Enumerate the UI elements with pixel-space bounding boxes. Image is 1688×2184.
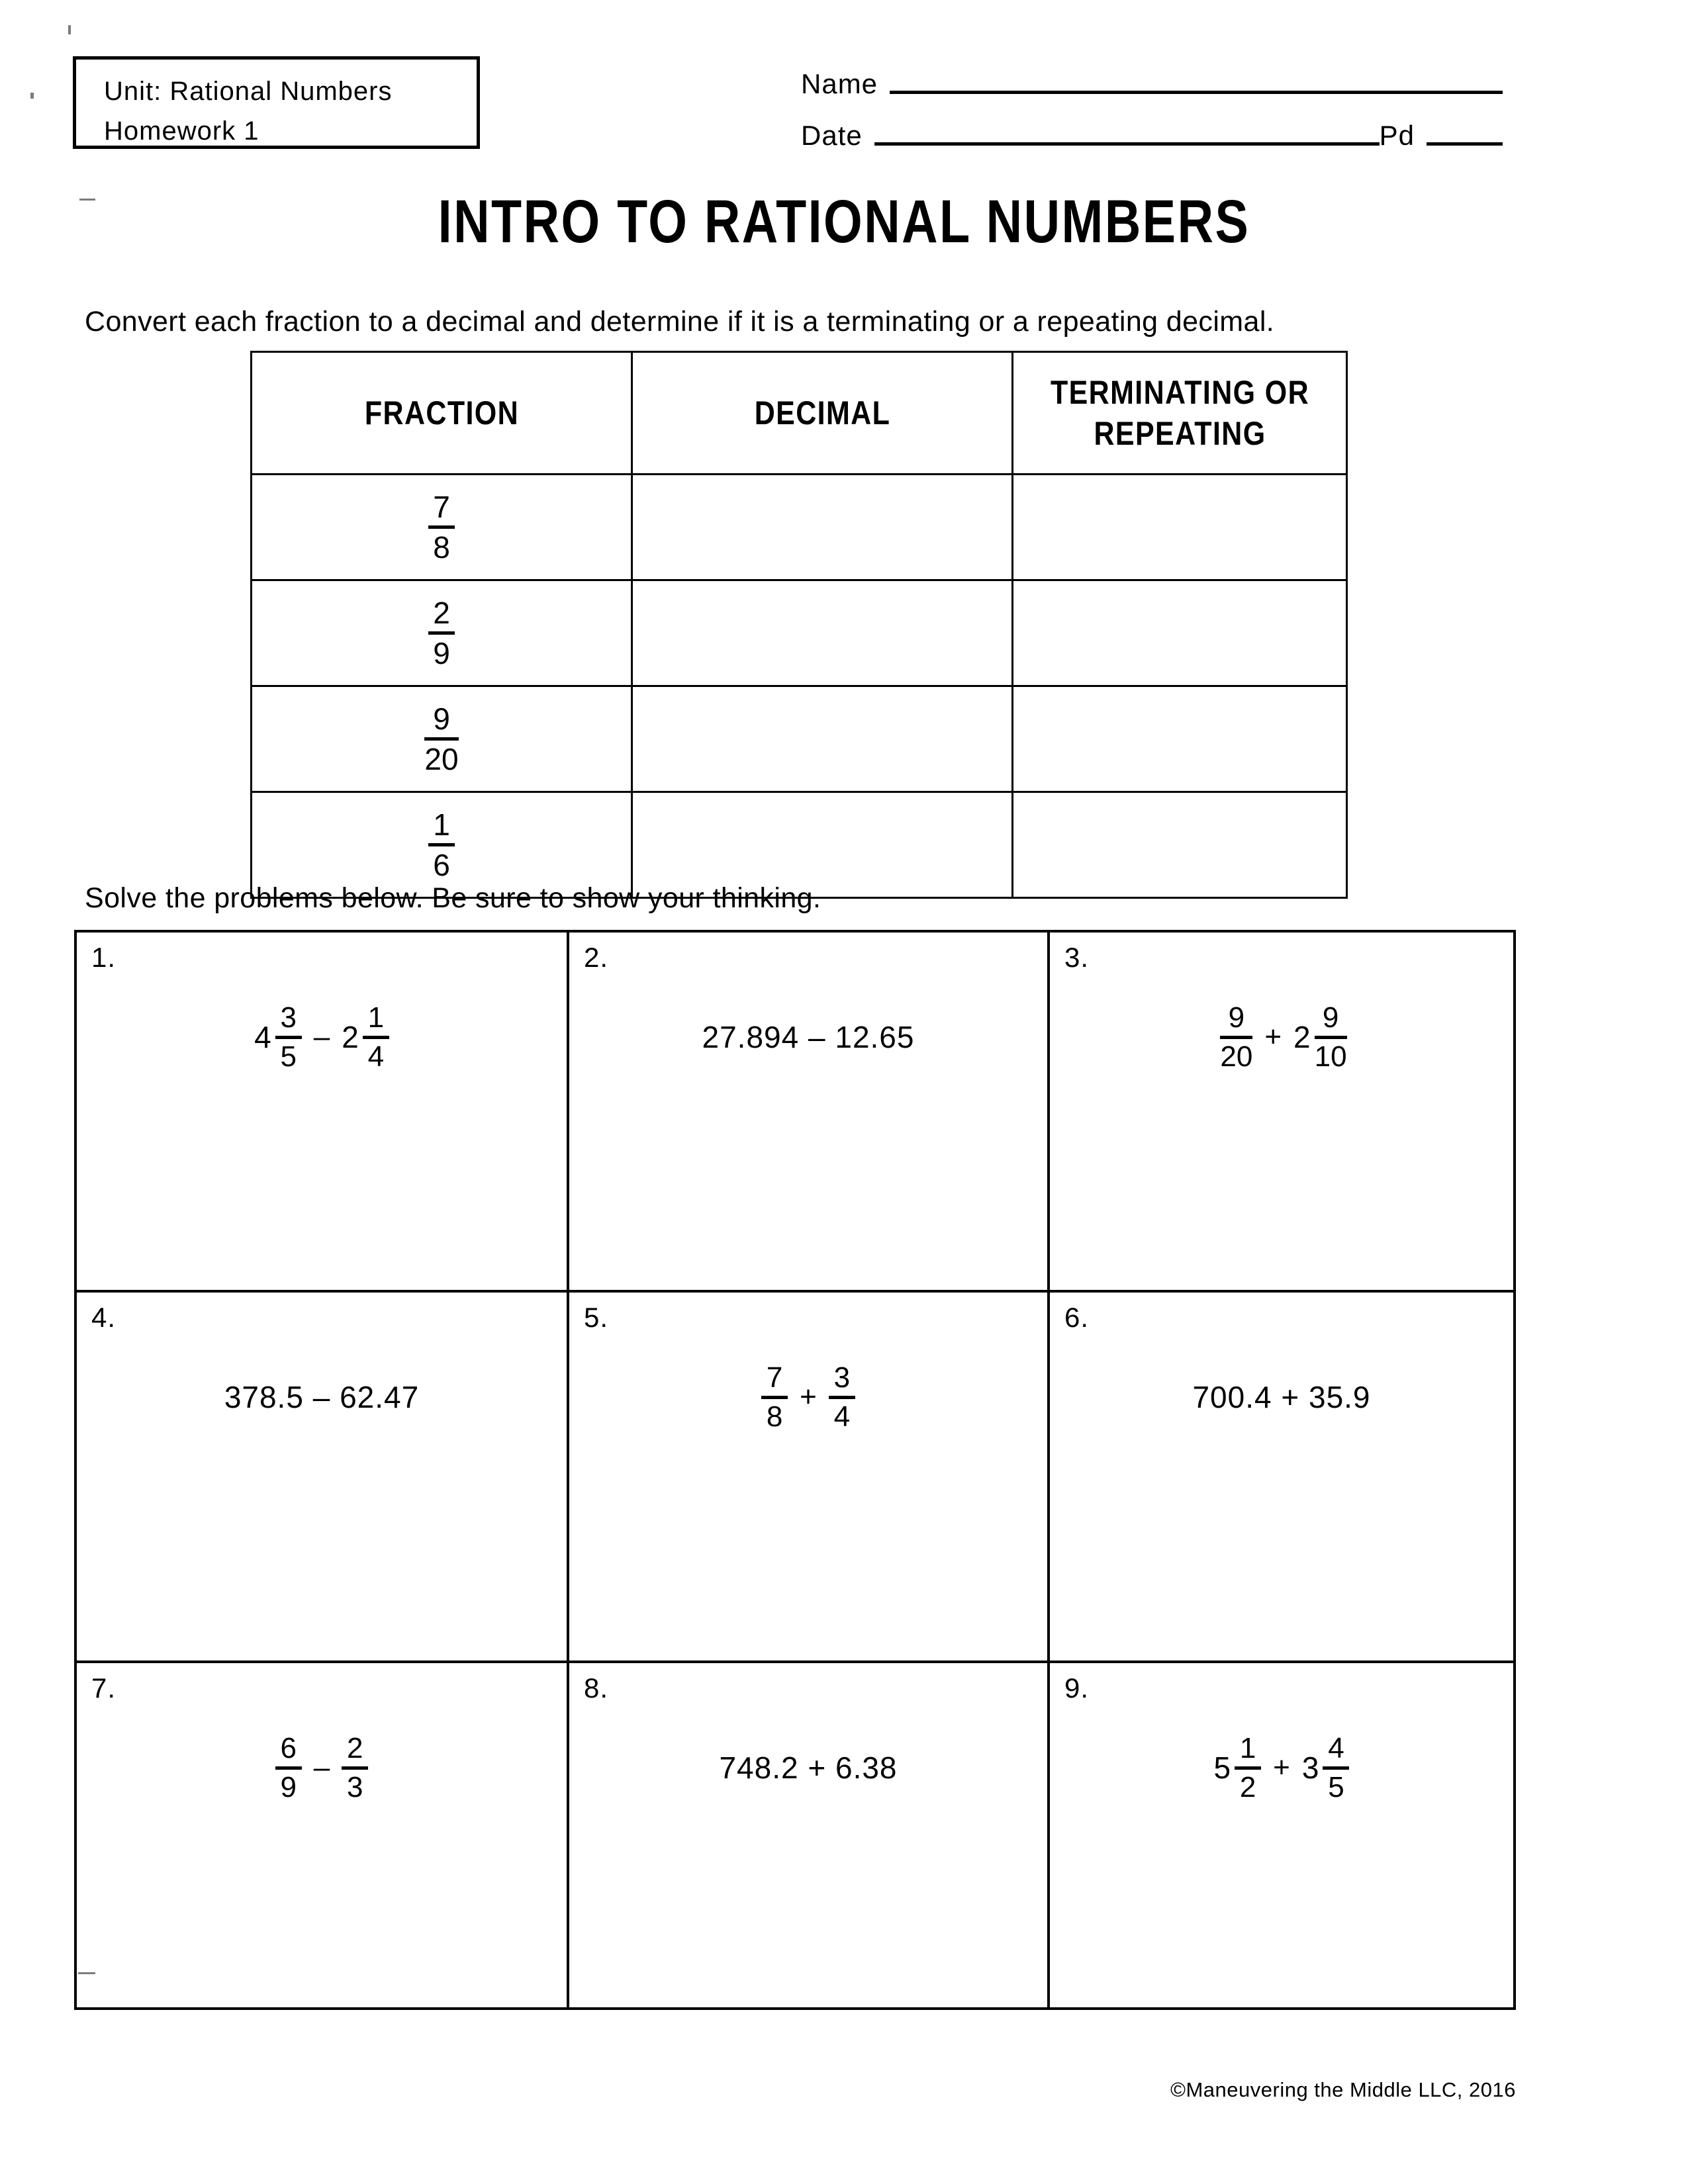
fraction-cell bbox=[252, 580, 632, 686]
unit-name: Unit: Rational Numbers bbox=[104, 77, 393, 106]
problem-number: 5. bbox=[584, 1302, 609, 1333]
name-input-line[interactable] bbox=[890, 91, 1503, 94]
name-row bbox=[801, 46, 1503, 98]
scan-artifact bbox=[30, 93, 34, 99]
fraction-part bbox=[1220, 1002, 1252, 1073]
table-row bbox=[252, 686, 1347, 792]
fraction-part bbox=[363, 1002, 389, 1073]
fraction-part bbox=[1323, 1733, 1349, 1803]
table-instruction: Convert each fraction to a decimal and determine if it is a terminating or a repeating decimal. bbox=[85, 306, 1275, 338]
column-header-line-1: TERMINATING OR bbox=[1050, 374, 1309, 411]
problem-expression-9 bbox=[1050, 1721, 1513, 1814]
whole-part: 4 bbox=[254, 1020, 271, 1054]
table-row bbox=[252, 475, 1347, 580]
fraction-left bbox=[1216, 1002, 1252, 1073]
problem-cell-9[interactable] bbox=[1050, 1663, 1513, 2007]
problem-work-grid bbox=[74, 930, 1516, 2010]
table-header-row bbox=[252, 352, 1347, 475]
expression: 700.4 + 35.9 bbox=[1192, 1380, 1371, 1414]
denominator: 2 bbox=[1239, 1770, 1256, 1803]
pd-input-line[interactable] bbox=[1427, 142, 1503, 146]
fraction-part bbox=[275, 1002, 302, 1073]
problem-expression-5 bbox=[569, 1351, 1047, 1443]
numerator: 3 bbox=[833, 1361, 851, 1394]
problem-number: 3. bbox=[1064, 942, 1090, 973]
fraction-cell bbox=[252, 686, 632, 792]
date-row bbox=[801, 98, 1503, 150]
date-input-line[interactable] bbox=[874, 142, 1380, 146]
problems-instruction: Solve the problems below. Be sure to show your thinking. bbox=[85, 882, 821, 914]
whole-part: 2 bbox=[342, 1020, 359, 1054]
numerator: 2 bbox=[433, 596, 450, 630]
denominator: 8 bbox=[433, 530, 450, 565]
numerator: 1 bbox=[433, 807, 450, 842]
expression bbox=[1216, 1002, 1346, 1073]
expression bbox=[761, 1362, 855, 1433]
denominator: 6 bbox=[433, 848, 450, 882]
problem-number: 1. bbox=[91, 942, 117, 973]
expression: 378.5 – 62.47 bbox=[224, 1380, 420, 1414]
problem-expression-7 bbox=[77, 1721, 567, 1814]
scan-artifact bbox=[78, 1972, 95, 1974]
homework-number: Homework 1 bbox=[104, 116, 259, 146]
classification-answer-cell[interactable] bbox=[1013, 580, 1347, 686]
denominator: 8 bbox=[766, 1400, 783, 1433]
decimal-answer-cell[interactable] bbox=[632, 686, 1013, 792]
problem-expression-3 bbox=[1050, 991, 1513, 1083]
classification-answer-cell[interactable] bbox=[1013, 686, 1347, 792]
classification-answer-cell[interactable] bbox=[1013, 792, 1347, 898]
expression bbox=[275, 1733, 368, 1803]
operator: + bbox=[1273, 1751, 1290, 1784]
fraction-9-20 bbox=[424, 702, 458, 776]
scan-artifact bbox=[68, 25, 71, 34]
fraction-cell bbox=[252, 475, 632, 580]
mixed-number-right bbox=[1302, 1733, 1350, 1803]
numerator: 9 bbox=[1322, 1001, 1339, 1034]
numerator: 6 bbox=[280, 1731, 297, 1764]
decimal-answer-cell[interactable] bbox=[632, 580, 1013, 686]
fraction-conversion-table bbox=[250, 351, 1348, 899]
student-info-block bbox=[801, 46, 1503, 150]
numerator: 1 bbox=[367, 1001, 385, 1034]
decimal-answer-cell[interactable] bbox=[632, 475, 1013, 580]
denominator: 10 bbox=[1314, 1040, 1347, 1073]
problem-number: 6. bbox=[1064, 1302, 1090, 1333]
denominator: 5 bbox=[1328, 1770, 1344, 1803]
problem-cell-5[interactable] bbox=[569, 1293, 1050, 1663]
expression bbox=[1214, 1733, 1350, 1803]
pd-label: Pd bbox=[1379, 120, 1415, 151]
fraction-left bbox=[275, 1733, 302, 1803]
fraction-1-6 bbox=[428, 808, 455, 882]
problem-cell-7[interactable] bbox=[77, 1663, 569, 2007]
problem-cell-4[interactable] bbox=[77, 1293, 569, 1663]
expression: 748.2 + 6.38 bbox=[719, 1751, 898, 1785]
problem-cell-2[interactable] bbox=[569, 933, 1050, 1293]
numerator: 1 bbox=[1239, 1731, 1256, 1764]
denominator: 20 bbox=[1220, 1040, 1253, 1073]
denominator: 9 bbox=[280, 1770, 297, 1803]
problem-expression-8 bbox=[569, 1721, 1047, 1814]
denominator: 5 bbox=[280, 1040, 297, 1073]
column-header-terminating-or-repeating bbox=[1036, 352, 1323, 475]
column-header-line-2: REPEATING bbox=[1093, 415, 1266, 452]
mixed-number-left bbox=[254, 1002, 302, 1073]
whole-part: 3 bbox=[1301, 1751, 1319, 1785]
numerator: 9 bbox=[433, 702, 450, 736]
problem-number: 2. bbox=[584, 942, 609, 973]
expression: 27.894 – 12.65 bbox=[702, 1020, 915, 1054]
table-row bbox=[252, 580, 1347, 686]
column-header-fraction: FRACTION bbox=[278, 352, 606, 475]
problem-number: 4. bbox=[91, 1302, 117, 1333]
operator: + bbox=[800, 1381, 817, 1413]
mixed-number-right bbox=[1293, 1002, 1347, 1073]
classification-answer-cell[interactable] bbox=[1013, 475, 1347, 580]
whole-part: 5 bbox=[1213, 1751, 1231, 1785]
page-title: INTRO TO RATIONAL NUMBERS bbox=[438, 188, 1250, 255]
name-label: Name bbox=[801, 68, 878, 99]
problem-cell-1[interactable] bbox=[77, 933, 569, 1293]
mixed-number-right bbox=[342, 1002, 389, 1073]
denominator: 4 bbox=[367, 1040, 385, 1073]
problem-expression-1 bbox=[77, 991, 567, 1083]
numerator: 7 bbox=[433, 490, 450, 524]
denominator: 3 bbox=[346, 1770, 363, 1803]
denominator: 4 bbox=[833, 1400, 851, 1433]
fraction-right bbox=[829, 1362, 855, 1433]
denominator: 9 bbox=[433, 636, 450, 670]
problem-cell-8[interactable] bbox=[569, 1663, 1050, 2007]
unit-info-box bbox=[73, 56, 480, 149]
expression bbox=[254, 1002, 389, 1073]
problem-number: 8. bbox=[584, 1672, 609, 1704]
problem-expression-2 bbox=[569, 991, 1047, 1083]
numerator: 2 bbox=[346, 1731, 363, 1764]
numerator: 9 bbox=[1228, 1001, 1245, 1034]
problem-number: 7. bbox=[91, 1672, 117, 1704]
denominator: 20 bbox=[424, 742, 459, 776]
problem-cell-3[interactable] bbox=[1050, 933, 1513, 1293]
numerator: 4 bbox=[1328, 1731, 1344, 1764]
fraction-part bbox=[1315, 1002, 1347, 1073]
operator: – bbox=[313, 1751, 330, 1784]
problem-expression-4 bbox=[77, 1351, 567, 1443]
date-label: Date bbox=[801, 120, 863, 151]
operator: + bbox=[1264, 1021, 1282, 1053]
whole-part: 2 bbox=[1293, 1020, 1311, 1054]
fraction-7-8 bbox=[428, 490, 455, 564]
numerator: 7 bbox=[766, 1361, 783, 1394]
problem-number: 9. bbox=[1064, 1672, 1090, 1704]
fraction-part bbox=[1235, 1733, 1261, 1803]
problem-cell-6[interactable] bbox=[1050, 1293, 1513, 1663]
fraction-2-9 bbox=[428, 596, 455, 670]
problem-expression-6 bbox=[1050, 1351, 1513, 1443]
scan-artifact bbox=[79, 199, 95, 201]
fraction-left bbox=[761, 1362, 788, 1433]
copyright-footer: ©Maneuvering the Middle LLC, 2016 bbox=[1170, 2078, 1516, 2101]
fraction-right bbox=[342, 1733, 368, 1803]
operator: – bbox=[313, 1021, 330, 1053]
numerator: 3 bbox=[280, 1001, 297, 1034]
mixed-number-left bbox=[1214, 1733, 1262, 1803]
column-header-decimal: DECIMAL bbox=[659, 352, 986, 475]
